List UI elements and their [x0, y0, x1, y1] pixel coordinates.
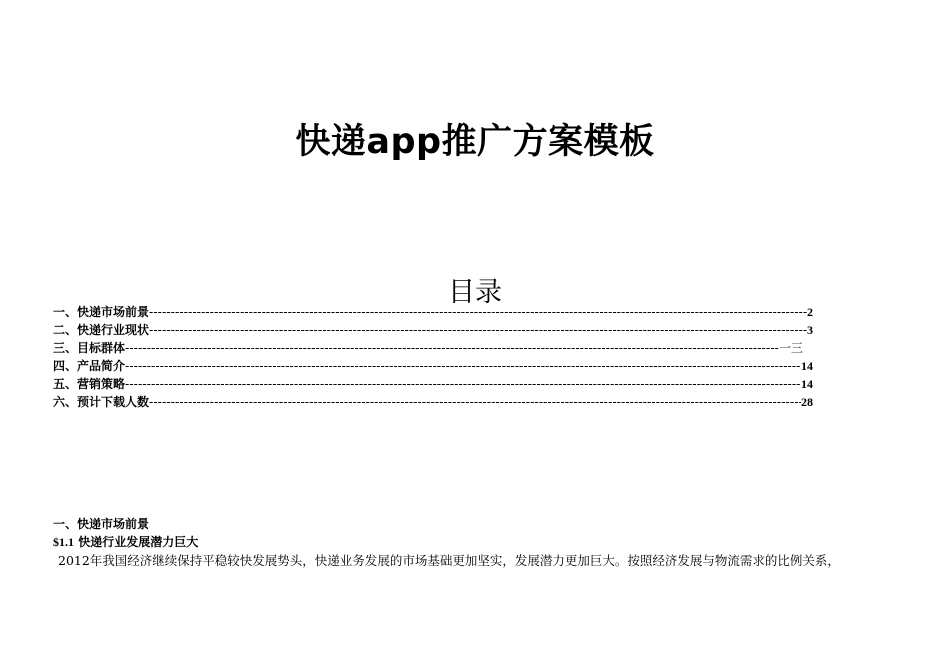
subsection-heading	[53, 533, 198, 550]
subsection-number: $1.1	[53, 535, 74, 549]
toc-leader	[149, 323, 807, 337]
toc-leader	[125, 377, 801, 391]
toc-leader	[149, 305, 807, 319]
toc-leader	[125, 341, 779, 355]
toc-entry-label: 五、营销策略	[53, 377, 126, 391]
toc-entry[interactable]	[53, 357, 813, 375]
subsection-title: 快递行业发展潜力巨大	[78, 535, 199, 549]
toc-entry-label: 三、目标群体	[53, 341, 126, 355]
toc-entry-page: 14	[801, 377, 813, 391]
table-of-contents	[53, 303, 813, 411]
toc-entry[interactable]	[53, 339, 803, 357]
toc-entry-page: 28	[801, 395, 813, 409]
toc-heading: 目录	[448, 277, 502, 308]
toc-entry-page: 一三	[778, 341, 803, 355]
toc-entry[interactable]	[53, 393, 813, 411]
document-title: 快递app推广方案模板	[295, 122, 655, 162]
toc-entry-page: 3	[807, 323, 813, 337]
toc-entry-label: 六、预计下载人数	[53, 395, 150, 409]
toc-leader	[125, 359, 801, 373]
toc-entry-label: 一、快递市场前景	[53, 305, 150, 319]
section-heading: 一、快递市场前景	[53, 517, 150, 531]
toc-entry-page: 14	[801, 359, 813, 373]
toc-leader	[149, 395, 801, 409]
toc-entry-label: 四、产品简介	[53, 359, 126, 373]
toc-entry-page: 2	[807, 305, 813, 319]
body-paragraph: 2012年我国经济继续保持平稳较快发展势头，快递业务发展的市场基础更加坚实，发展潜力更加巨大。按照经济发展与物流需求的比例关系，	[58, 553, 840, 568]
toc-entry-label: 二、快递行业现状	[53, 323, 150, 337]
toc-entry[interactable]	[53, 303, 813, 321]
toc-entry[interactable]	[53, 321, 813, 339]
toc-entry[interactable]	[53, 375, 813, 393]
